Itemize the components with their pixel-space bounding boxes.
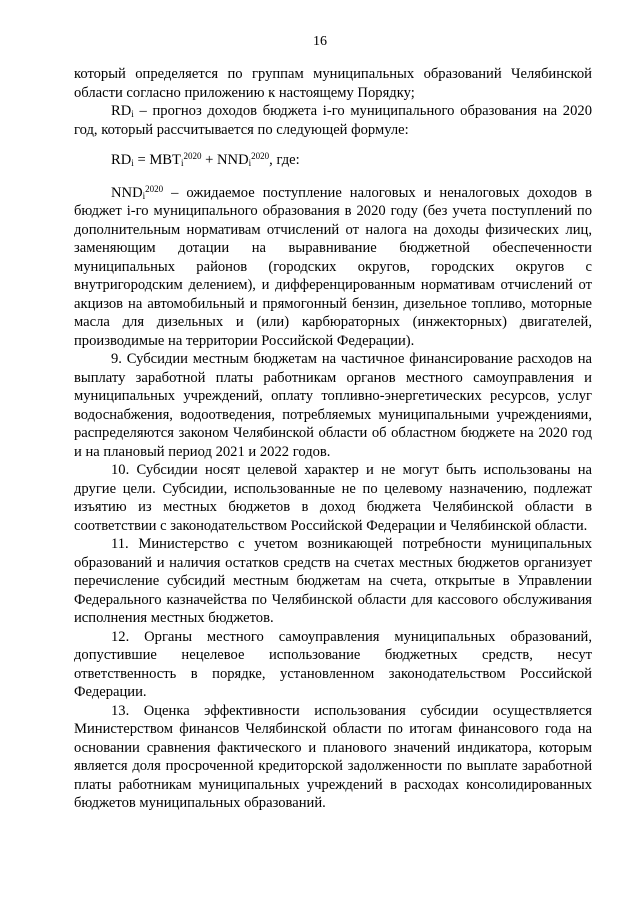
formula-t2-sup: 2020 — [251, 151, 270, 161]
paragraph-9: 9. Субсидии местным бюджетам на частичное финансирование расходов на выплату заработной платы работникам органов местного самоуправления и муниципальных учреждений, оплату топливно-энергетических ресурсов, услуг водоснабжения, водоотведения, потребляемых муниципальными учреждениями, распределяются законом Челябинской области об областном бюджете на 2020 год и на плановый период 2021 и 2022 годов. — [74, 351, 592, 460]
nnd-superscript: 2020 — [145, 183, 164, 194]
formula-lhs-sub: i — [131, 158, 134, 168]
formula-tail: , где: — [269, 152, 300, 168]
nnd-subscript: i — [142, 190, 146, 201]
nnd-definition — [74, 184, 592, 351]
document-body — [74, 65, 592, 813]
formula-plus: + NND — [201, 152, 249, 168]
paragraph-10: 10. Субсидии носят целевой характер и не могут быть использованы на другие цели. Субсидии, использованные не по целевому назначению, подлежат изъятию из местных бюджетов в доход бюджета Челябинской области в соответствии с законодательством Российской Федерации и Челябинской области. — [74, 462, 592, 534]
formula-lhs: RD — [111, 152, 132, 168]
rd-definition — [74, 102, 592, 139]
intro-paragraph: который определяется по группам муниципальных образований Челябинской области согласно приложению к настоящему Порядку; — [74, 66, 592, 101]
paragraph-12: 12. Органы местного самоуправления муниципальных образований, допустившие нецелевое использование бюджетных средств, несут ответственность в порядке, установленном законодательством Российской Федерации. — [74, 628, 592, 700]
formula-t1-sup: 2020 — [183, 151, 202, 161]
formula — [74, 151, 592, 170]
nnd-definition-text: – ожидаемое поступление налоговых и неналоговых доходов в бюджет i-го муниципального образования в 2020 году (без учета поступлений по дополнительным нормативам отчислений от налога на доходы физических лиц, заменяющим дотации на выравнивание бюджетной обеспеченности муниципальных районов (городских округов, городских округов с внутригородским делением), и дифференцированным нормативам отчислений от акцизов на автомобильный и прямогонный бензин, дизельное топливо, моторные масла для дизельных и (или) карбюраторных (инжекторных) двигателей, производимые на территории Российской Федерации). — [74, 184, 592, 349]
page-number: 16 — [313, 34, 327, 49]
nnd-symbol: NND — [111, 184, 143, 201]
formula-t2-sub: i — [248, 158, 252, 168]
formula-t1-sub: i — [180, 158, 184, 168]
rd-definition-text: – прогноз доходов бюджета i-го муниципального образования на 2020 год, который рассчитывается по следующей формуле: — [74, 103, 592, 138]
paragraph-13: 13. Оценка эффективности использования субсидии осуществляется Министерством финансов Челябинской области по итогам финансового года на основании сравнения фактического и планового значений индикатора, которым является доля просроченной кредиторской задолженности по выплате заработной платы работникам муниципальных учреждений в расходах консолидированных бюджетов муниципальных образований. — [74, 702, 592, 811]
rd-subscript: i — [131, 109, 134, 119]
paragraph-11: 11. Министерство с учетом возникающей потребности муниципальных образований и наличия остатков средств на счетах местных бюджетов организует перечисление субсидий местным бюджетам на счета, открытые в Управлении Федерального казначейства по Челябинской области для кассового обслуживания исполнения местных бюджетов. — [74, 536, 592, 626]
formula-eq: = MBT — [133, 152, 181, 168]
rd-symbol: RD — [111, 103, 132, 119]
